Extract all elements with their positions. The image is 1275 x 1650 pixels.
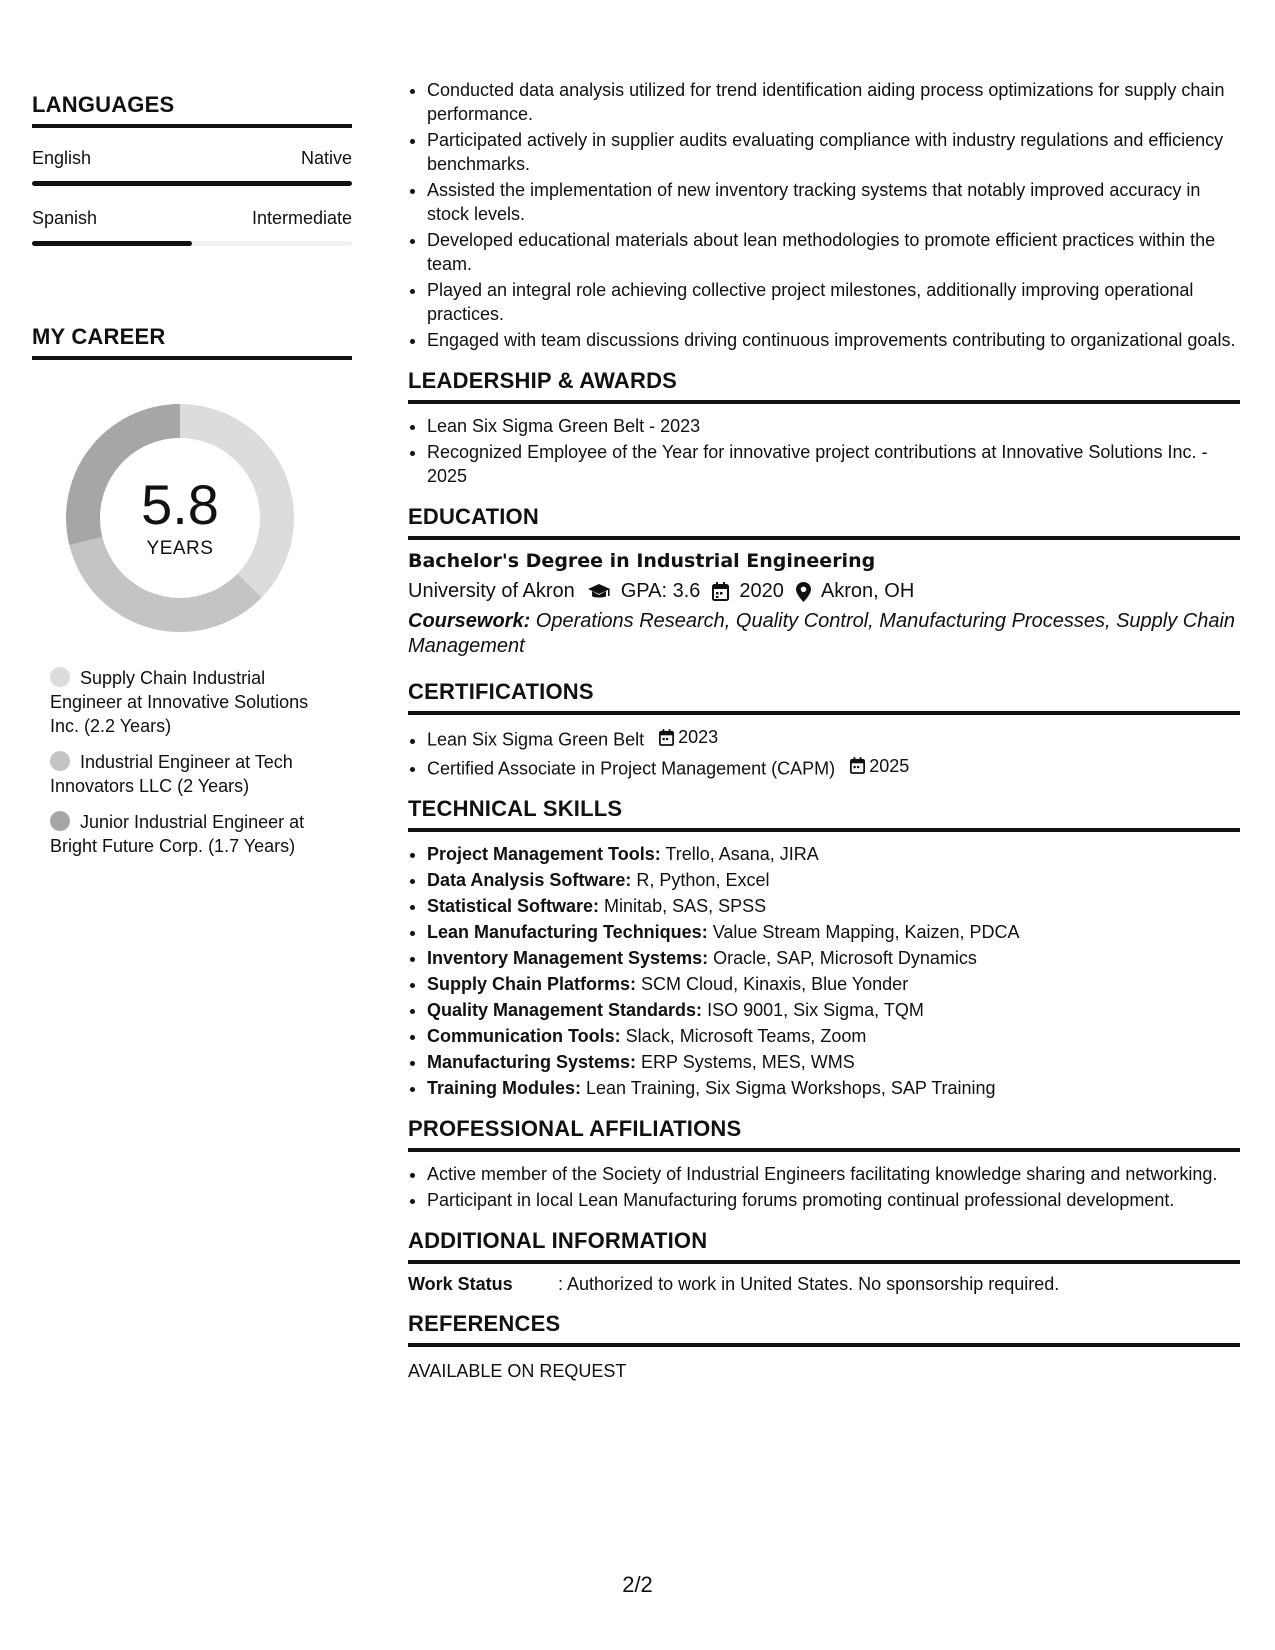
coursework-text: Operations Research, Quality Control, Manufacturing Processes, Supply Chain Management bbox=[408, 610, 1236, 657]
experience-bullet: • Conducted data analysis utilized for trend identification aiding process optimizations for supply chain performance. bbox=[427, 78, 1240, 126]
experience-bullet: • Assisted the implementation of new inventory tracking systems that notably improved accuracy in stock levels. bbox=[427, 178, 1240, 226]
language-item bbox=[32, 208, 352, 246]
skill-item bbox=[427, 868, 1240, 892]
skill-value: SCM Cloud, Kinaxis, Blue Yonder bbox=[636, 974, 909, 994]
career-role-label: Industrial Engineer at Tech Innovators LLC (2 Years) bbox=[50, 752, 293, 796]
skill-label: Inventory Management Systems: bbox=[427, 948, 709, 968]
skill-item bbox=[427, 894, 1240, 918]
experience-bullet: • Engaged with team discussions driving continuous improvements contributing to organizational goals. bbox=[427, 328, 1240, 352]
career-legend-item bbox=[50, 750, 340, 798]
calendar-icon bbox=[659, 729, 674, 746]
skill-label: Manufacturing Systems: bbox=[427, 1052, 637, 1072]
skill-value: Minitab, SAS, SPSS bbox=[599, 896, 767, 916]
leadership-heading: LEADERSHIP & AWARDS bbox=[408, 368, 1240, 404]
skill-item bbox=[427, 1076, 1240, 1100]
education-heading: EDUCATION bbox=[408, 504, 1240, 540]
career-legend-item bbox=[50, 666, 340, 738]
skill-label: Lean Manufacturing Techniques: bbox=[427, 922, 708, 942]
career-total-unit: YEARS bbox=[146, 538, 214, 559]
skill-item bbox=[427, 842, 1240, 866]
career-role-label: Supply Chain Industrial Engineer at Innovative Solutions Inc. (2.2 Years) bbox=[50, 668, 309, 736]
skill-value: ISO 9001, Six Sigma, TQM bbox=[702, 1000, 924, 1020]
work-status-row bbox=[408, 1274, 1240, 1295]
graduation-cap-icon bbox=[587, 583, 611, 601]
experience-bullet: • Developed educational materials about lean methodologies to promote efficient practices within the team. bbox=[427, 228, 1240, 276]
language-proficiency-bar bbox=[32, 241, 352, 246]
skill-item bbox=[427, 920, 1240, 944]
skill-item bbox=[427, 946, 1240, 970]
skill-value: R, Python, Excel bbox=[631, 870, 770, 890]
certification-name: Lean Six Sigma Green Belt bbox=[427, 729, 645, 750]
skill-label: Supply Chain Platforms: bbox=[427, 974, 637, 994]
language-name: English bbox=[32, 148, 92, 168]
skill-label: Data Analysis Software: bbox=[427, 870, 632, 890]
career-donut-chart bbox=[66, 404, 294, 632]
calendar-icon bbox=[850, 757, 865, 774]
education-details bbox=[408, 580, 1240, 603]
skill-value: Trello, Asana, JIRA bbox=[660, 844, 819, 864]
page-number: 2/2 bbox=[622, 1572, 653, 1597]
location-pin-icon bbox=[796, 582, 811, 602]
education-gpa: GPA: 3.6 bbox=[620, 580, 701, 602]
education-school: University of Akron bbox=[408, 580, 575, 602]
certification-year: 2023 bbox=[678, 727, 719, 747]
skill-item bbox=[427, 972, 1240, 996]
skill-label: Project Management Tools: bbox=[427, 844, 661, 864]
career-total-years: 5.8 bbox=[141, 473, 219, 536]
certification-name: Certified Associate in Project Management (CAPM) bbox=[427, 758, 836, 778]
education-degree: Bachelor's Degree in Industrial Engineering bbox=[408, 550, 876, 572]
calendar-icon bbox=[712, 582, 729, 601]
skills-heading: TECHNICAL SKILLS bbox=[408, 796, 1240, 832]
skill-label: Training Modules: bbox=[427, 1078, 582, 1098]
language-proficiency-fill bbox=[32, 241, 192, 246]
references-heading: REFERENCES bbox=[408, 1311, 1240, 1347]
skills-list bbox=[408, 842, 1240, 1100]
experience-bullet: • Participated actively in supplier audits evaluating compliance with industry regulations and efficiency benchmarks. bbox=[427, 128, 1240, 176]
work-status-label: Work Status bbox=[408, 1274, 513, 1294]
affiliations-list bbox=[408, 1162, 1240, 1212]
language-proficiency-bar bbox=[32, 181, 352, 186]
affiliation-item: • Participant in local Lean Manufacturing forums promoting continual professional development. bbox=[427, 1188, 1240, 1212]
coursework-label: Coursework: bbox=[408, 610, 531, 632]
legend-dot-icon bbox=[50, 751, 70, 771]
skill-label: Quality Management Standards: bbox=[427, 1000, 703, 1020]
certifications-list bbox=[408, 725, 1240, 780]
affiliation-item: • Active member of the Society of Industrial Engineers facilitating knowledge sharing and networking. bbox=[427, 1162, 1240, 1186]
skill-item bbox=[427, 1024, 1240, 1048]
skill-value: Oracle, SAP, Microsoft Dynamics bbox=[708, 948, 977, 968]
sidebar bbox=[32, 92, 352, 870]
work-status-value: : Authorized to work in United States. No sponsorship required. bbox=[558, 1274, 1060, 1294]
references-text: AVAILABLE ON REQUEST bbox=[408, 1361, 627, 1381]
additional-info-heading: ADDITIONAL INFORMATION bbox=[408, 1228, 1240, 1264]
languages-heading: LANGUAGES bbox=[32, 92, 352, 128]
main-column bbox=[408, 78, 1240, 1382]
certification-item bbox=[427, 754, 1240, 781]
career-role-label: Junior Industrial Engineer at Bright Future Corp. (1.7 Years) bbox=[50, 812, 305, 856]
skill-value: Value Stream Mapping, Kaizen, PDCA bbox=[707, 922, 1020, 942]
language-level: Intermediate bbox=[251, 208, 352, 228]
leadership-item: • Recognized Employee of the Year for innovative project contributions at Innovative Solutions Inc. - 2025 bbox=[427, 440, 1240, 488]
education-year: 2020 bbox=[739, 580, 784, 602]
career-legend-item bbox=[50, 810, 340, 858]
certifications-heading: CERTIFICATIONS bbox=[408, 679, 1240, 715]
career-heading: MY CAREER bbox=[32, 324, 352, 360]
experience-bullet: • Played an integral role achieving collective project milestones, additionally improving operational practices. bbox=[427, 278, 1240, 326]
leadership-item: • Lean Six Sigma Green Belt - 2023 bbox=[427, 414, 1240, 438]
language-proficiency-fill bbox=[32, 181, 352, 186]
skill-label: Communication Tools: bbox=[427, 1026, 621, 1046]
language-level: Native bbox=[300, 148, 352, 168]
language-name: Spanish bbox=[32, 208, 98, 228]
certification-item bbox=[427, 725, 1240, 752]
skill-value: ERP Systems, MES, WMS bbox=[636, 1052, 855, 1072]
career-legend bbox=[50, 666, 340, 858]
legend-dot-icon bbox=[50, 667, 70, 687]
skill-item bbox=[427, 998, 1240, 1022]
leadership-list bbox=[408, 414, 1240, 488]
legend-dot-icon bbox=[50, 811, 70, 831]
skill-label: Statistical Software: bbox=[427, 896, 600, 916]
affiliations-heading: PROFESSIONAL AFFILIATIONS bbox=[408, 1116, 1240, 1152]
experience-bullet-list bbox=[408, 78, 1240, 352]
education-coursework bbox=[408, 609, 1240, 659]
language-item bbox=[32, 148, 352, 186]
skill-item bbox=[427, 1050, 1240, 1074]
education-location: Akron, OH bbox=[820, 580, 915, 602]
skill-value: Lean Training, Six Sigma Workshops, SAP Training bbox=[581, 1078, 996, 1098]
skill-value: Slack, Microsoft Teams, Zoom bbox=[620, 1026, 867, 1046]
certification-year: 2025 bbox=[869, 755, 910, 776]
